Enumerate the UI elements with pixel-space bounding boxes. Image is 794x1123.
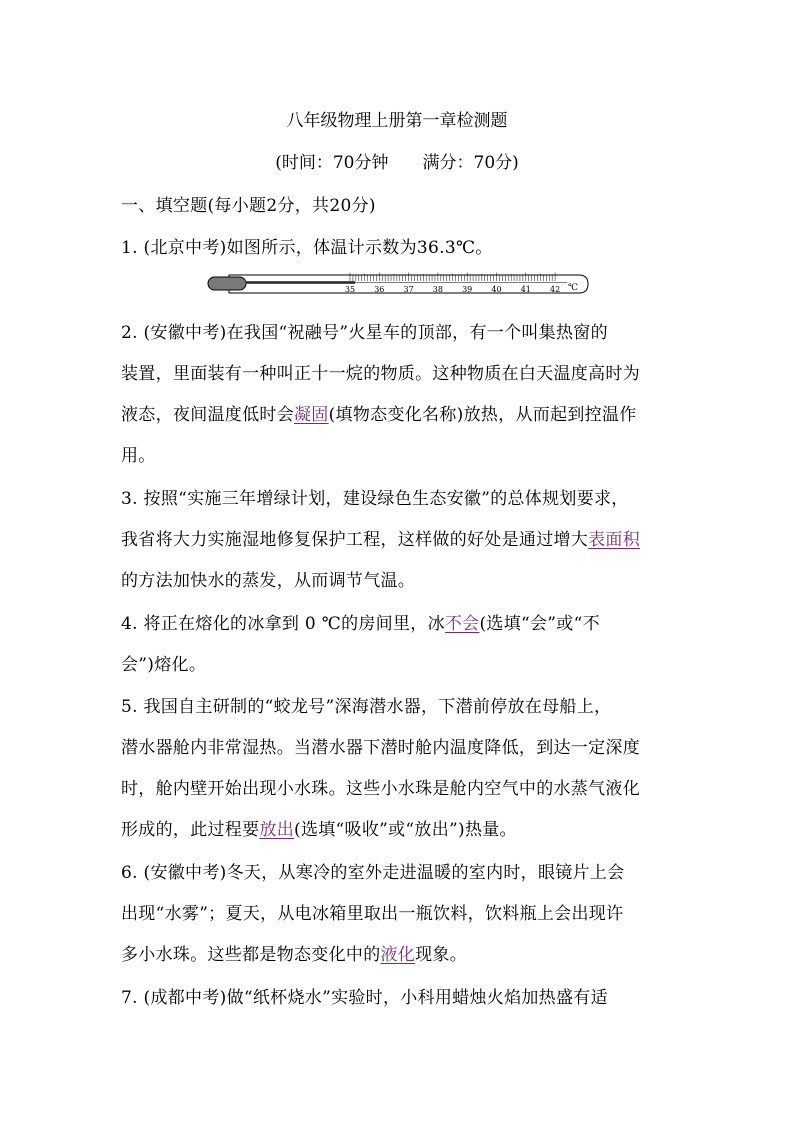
page-title: 八年级物理上册第一章检测题 [286,111,508,131]
question-2-line-1: 2. (安徽中考)在我国“祝融号”火星车的顶部，有一个叫集热窗的 [121,323,608,343]
question-5-line-3: 时，舱内壁开始出现小水珠。这些小水珠是舱内空气中的水蒸气液化 [121,779,640,799]
question-3-text-a: 我省将大力实施湿地修复保护工程，这样做的好处是通过增大 [121,530,589,550]
thermometer-scale [350,273,555,282]
question-2-line-4: 用。 [121,446,156,466]
question-4-answer: 不会 [444,614,480,634]
question-2-answer: 凝固 [294,405,329,425]
question-3-line-2 [121,525,640,550]
question-6-text-a: 多小水珠。这些都是物态变化中的 [121,945,381,965]
question-2-line-2: 装置，里面装有一种叫正十一烷的物质。这种物质在白天温度高时为 [121,364,640,384]
question-3-line-1: 3. 按照“实施三年增绿计划，建设绿色生态安徽”的总体规划要求， [121,489,629,509]
question-2-line-3 [121,400,637,425]
scale-tick-label: 39 [462,285,473,294]
section-heading: 一、填空题(每小题2分，共20分) [121,196,376,216]
scale-tick-label: 37 [403,285,414,294]
question-3-answer: 表面积 [588,530,641,550]
question-3-line-3: 的方法加快水的蒸发，从而调节气温。 [121,571,416,591]
page-subtitle: (时间：70分钟 满分：70分) [275,153,519,173]
question-6-answer: 液化 [380,945,416,965]
question-6-text-b: 现象。 [415,945,468,965]
scale-tick-label: 41 [520,285,531,294]
question-4-text-a: 4. 将正在熔化的冰拿到 0 ℃的房间里，冰 [121,614,445,634]
question-5-answer: 放出 [259,820,295,840]
question-6-line-1: 6. (安徽中考)冬天，从寒冷的室外走进温暖的室内时，眼镜片上会 [121,863,625,883]
question-2-text-a: 液态，夜间温度低时会 [121,405,294,425]
thermometer-figure [207,268,591,298]
scale-tick-label: 42 [550,285,561,294]
question-6-line-3 [121,940,467,965]
question-5-text-b: (选填“吸收”或“放出”)热量。 [294,820,517,840]
question-4-text-b: (选填“会”或“不 [479,614,600,634]
question-4-line-2: 会”)熔化。 [121,655,207,675]
question-2-text-b: (填物态变化名称)放热，从而起到控温作 [328,405,637,425]
scale-tick-label: 38 [432,285,443,294]
scale-tick-label: 35 [344,285,356,294]
question-5-line-4 [121,815,517,840]
scale-tick-label: 40 [491,285,502,294]
question-1: 1. (北京中考)如图所示，体温计示数为36.3℃。 [121,238,493,258]
question-5-text-a: 形成的，此过程要 [121,820,260,840]
question-4-line-1 [121,609,600,634]
scale-tick-label: 36 [374,285,385,294]
thermometer-unit: ℃ [568,283,579,293]
question-5-line-2: 潜水器舱内非常湿热。当潜水器下潜时舱内温度降低，到达一定深度 [121,738,640,758]
question-6-line-2: 出现“水雾”；夏天，从电冰箱里取出一瓶饮料，饮料瓶上会出现许 [121,904,624,924]
question-7-line-1: 7. (成都中考)做“纸杯烧水”实验时，小科用蜡烛火焰加热盛有适 [121,988,608,1008]
question-5-line-1: 5. 我国自主研制的“蛟龙号”深海潜水器，下潜前停放在母船上， [121,697,612,717]
